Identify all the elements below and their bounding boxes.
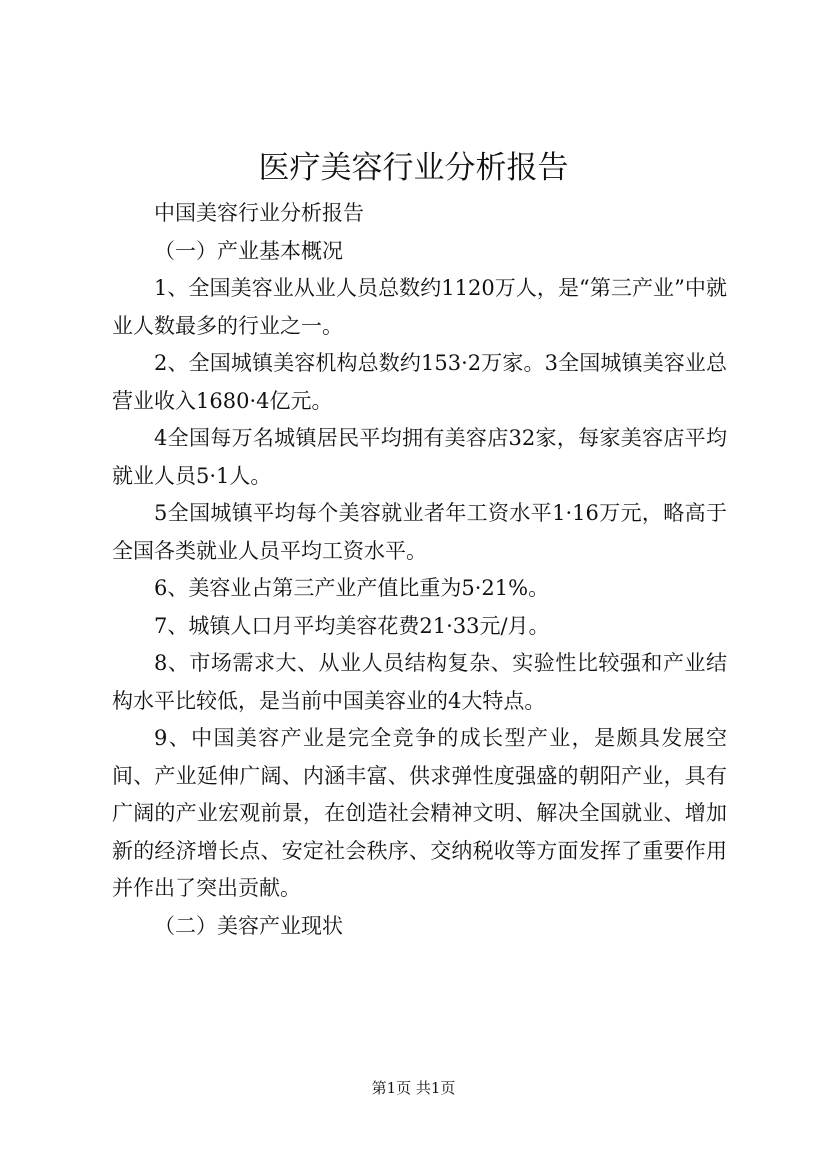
page-footer: 第1页 共1页: [371, 1079, 456, 1097]
paragraph-subtitle: 中国美容行业分析报告: [154, 201, 364, 225]
paragraph-item-4: 4全国每万名城镇居民平均拥有美容店32家，每家美容店平均就业人员5·1人。: [112, 426, 727, 488]
paragraph-item-2: 2、全国城镇美容机构总数约153·2万家。3全国城镇美容业总营业收入1680·4亿元。: [112, 351, 727, 413]
paragraph-item-7: 7、城镇人口月平均美容花费21·33元/月。: [154, 613, 550, 638]
paragraph-item-1: 1、全国美容业从业人员总数约1120万人，是“第三产业”中就业人数最多的行业之一。: [112, 276, 727, 338]
document-title: 医疗美容行业分析报告: [258, 150, 569, 186]
paragraph-item-9: 9、中国美容产业是完全竞争的成长型产业，是颇具发展空间、产业延伸广阔、内涵丰富、供求弹性度强盛的朝阳产业，具有广阔的产业宏观前景，在创造社会精神文明、解决全国就业、增加新的经济增长点、安定社会秩序、交纳税收等方面发挥了重要作用并作出了突出贡献。: [112, 726, 727, 900]
paragraph-item-5: 5全国城镇平均每个美容就业者年工资水平1·16万元，略高于全国各类就业人员平均工资水平。: [112, 501, 727, 563]
paragraph-item-6: 6、美容业占第三产业产值比重为5·21%。: [154, 576, 550, 600]
document-body: [112, 195, 727, 945]
section-heading-1: （一）产业基本概况: [154, 238, 343, 263]
paragraph-item-8: 8、市场需求大、从业人员结构复杂、实验性比较强和产业结构水平比较低，是当前中国美容业的4大特点。: [112, 651, 727, 713]
section-heading-2: （二）美容产业现状: [154, 913, 343, 938]
